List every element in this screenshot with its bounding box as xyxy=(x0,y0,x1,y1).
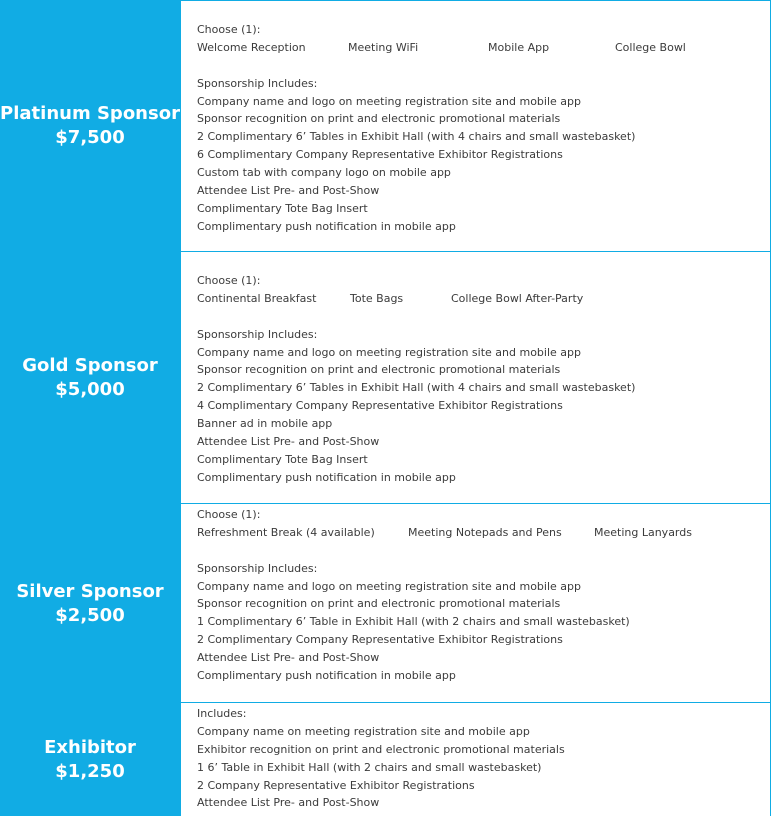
include-item: Exhibitor recognition on print and electronic promotional materials xyxy=(197,742,565,756)
include-item: Complimentary push notification in mobile app xyxy=(197,219,456,233)
include-item: Complimentary push notification in mobile app xyxy=(197,470,456,484)
include-item: Banner ad in mobile app xyxy=(197,417,333,431)
include-item: Complimentary push notification in mobile app xyxy=(197,669,456,683)
tier-name: Gold Sponsor xyxy=(22,355,158,376)
choice-option: Meeting Lanyards xyxy=(594,525,692,539)
tier-details-panel xyxy=(180,0,771,252)
include-item: Company name and logo on meeting registration site and mobile app xyxy=(197,579,582,593)
include-item: Company name on meeting registration site and mobile app xyxy=(197,724,530,738)
include-item: Sponsor recognition on print and electronic promotional materials xyxy=(197,363,561,377)
include-item: Attendee List Pre- and Post-Show xyxy=(197,184,380,198)
choose-label: Choose (1): xyxy=(197,23,261,36)
tier-details xyxy=(197,506,770,685)
tier-price: $2,500 xyxy=(55,604,125,626)
choice-options xyxy=(197,290,770,308)
tier-label xyxy=(0,0,180,252)
include-item: Custom tab with company logo on mobile app xyxy=(197,166,451,180)
choice-options xyxy=(197,524,770,542)
tier-details-panel xyxy=(180,504,771,703)
choice-option: Meeting Notepads and Pens xyxy=(408,525,562,539)
tier-name: Silver Sponsor xyxy=(16,580,164,602)
includes-label: Sponsorship Includes: xyxy=(197,327,318,341)
include-item: 2 Complimentary 6’ Tables in Exhibit Hall (with 4 chairs and small wastebasket) xyxy=(197,130,636,144)
include-item: Attendee List Pre- and Post-Show xyxy=(197,435,380,449)
choice-option: Continental Breakfast xyxy=(197,291,317,305)
choice-option: Welcome Reception xyxy=(197,40,306,54)
tier-price: $5,000 xyxy=(55,379,125,400)
tier-name: Platinum Sponsor xyxy=(0,103,180,124)
choice-option: Meeting WiFi xyxy=(348,40,419,54)
choice-option: Tote Bags xyxy=(350,291,404,305)
include-item: 6 Complimentary Company Representative Exhibitor Registrations xyxy=(197,148,563,162)
include-item: 2 Complimentary 6’ Tables in Exhibit Hall (with 4 chairs and small wastebasket) xyxy=(197,381,636,395)
tier-label xyxy=(0,252,180,504)
choose-label: Choose (1): xyxy=(197,508,261,521)
include-item: Company name and logo on meeting registration site and mobile app xyxy=(197,345,582,359)
include-item: Complimentary Tote Bag Insert xyxy=(197,452,368,466)
tier-price: $7,500 xyxy=(55,127,125,148)
tier-details xyxy=(197,272,770,487)
choice-option: College Bowl xyxy=(615,40,686,54)
tier-label xyxy=(0,703,180,816)
includes-label: Sponsorship Includes: xyxy=(197,561,318,575)
choice-option: College Bowl After-Party xyxy=(451,291,584,305)
include-item: Complimentary Tote Bag Insert xyxy=(197,201,368,215)
tier-silver xyxy=(0,504,771,703)
includes-label: Sponsorship Includes: xyxy=(197,76,318,90)
includes-label: Includes: xyxy=(197,707,247,720)
tier-details xyxy=(197,21,770,236)
choose-label: Choose (1): xyxy=(197,274,261,287)
tier-details-panel xyxy=(180,252,771,504)
tier-name: Exhibitor xyxy=(44,736,136,758)
tier-label xyxy=(0,504,180,703)
include-item: 4 Complimentary Company Representative Exhibitor Registrations xyxy=(197,399,563,413)
include-item: Company name and logo on meeting registration site and mobile app xyxy=(197,94,582,108)
choice-option: Mobile App xyxy=(488,40,550,54)
include-item: 2 Complimentary Company Representative Exhibitor Registrations xyxy=(197,633,563,647)
include-item: 2 Company Representative Exhibitor Registrations xyxy=(197,778,475,792)
include-item: Attendee List Pre- and Post-Show xyxy=(197,651,380,665)
tier-price: $1,250 xyxy=(55,760,125,782)
choice-options xyxy=(197,39,770,57)
tier-details xyxy=(197,705,770,812)
tier-details-panel xyxy=(180,703,771,816)
tier-platinum xyxy=(0,0,771,252)
include-item: 1 6’ Table in Exhibit Hall (with 2 chairs and small wastebasket) xyxy=(197,760,542,774)
tier-exhibitor xyxy=(0,703,771,816)
include-item: Sponsor recognition on print and electronic promotional materials xyxy=(197,597,561,611)
include-item: 1 Complimentary 6’ Table in Exhibit Hall (with 2 chairs and small wastebasket) xyxy=(197,615,630,629)
tier-gold xyxy=(0,252,771,504)
choice-option: Refreshment Break (4 available) xyxy=(197,525,375,539)
include-item: Attendee List Pre- and Post-Show xyxy=(197,796,380,810)
include-item: Sponsor recognition on print and electronic promotional materials xyxy=(197,112,561,126)
